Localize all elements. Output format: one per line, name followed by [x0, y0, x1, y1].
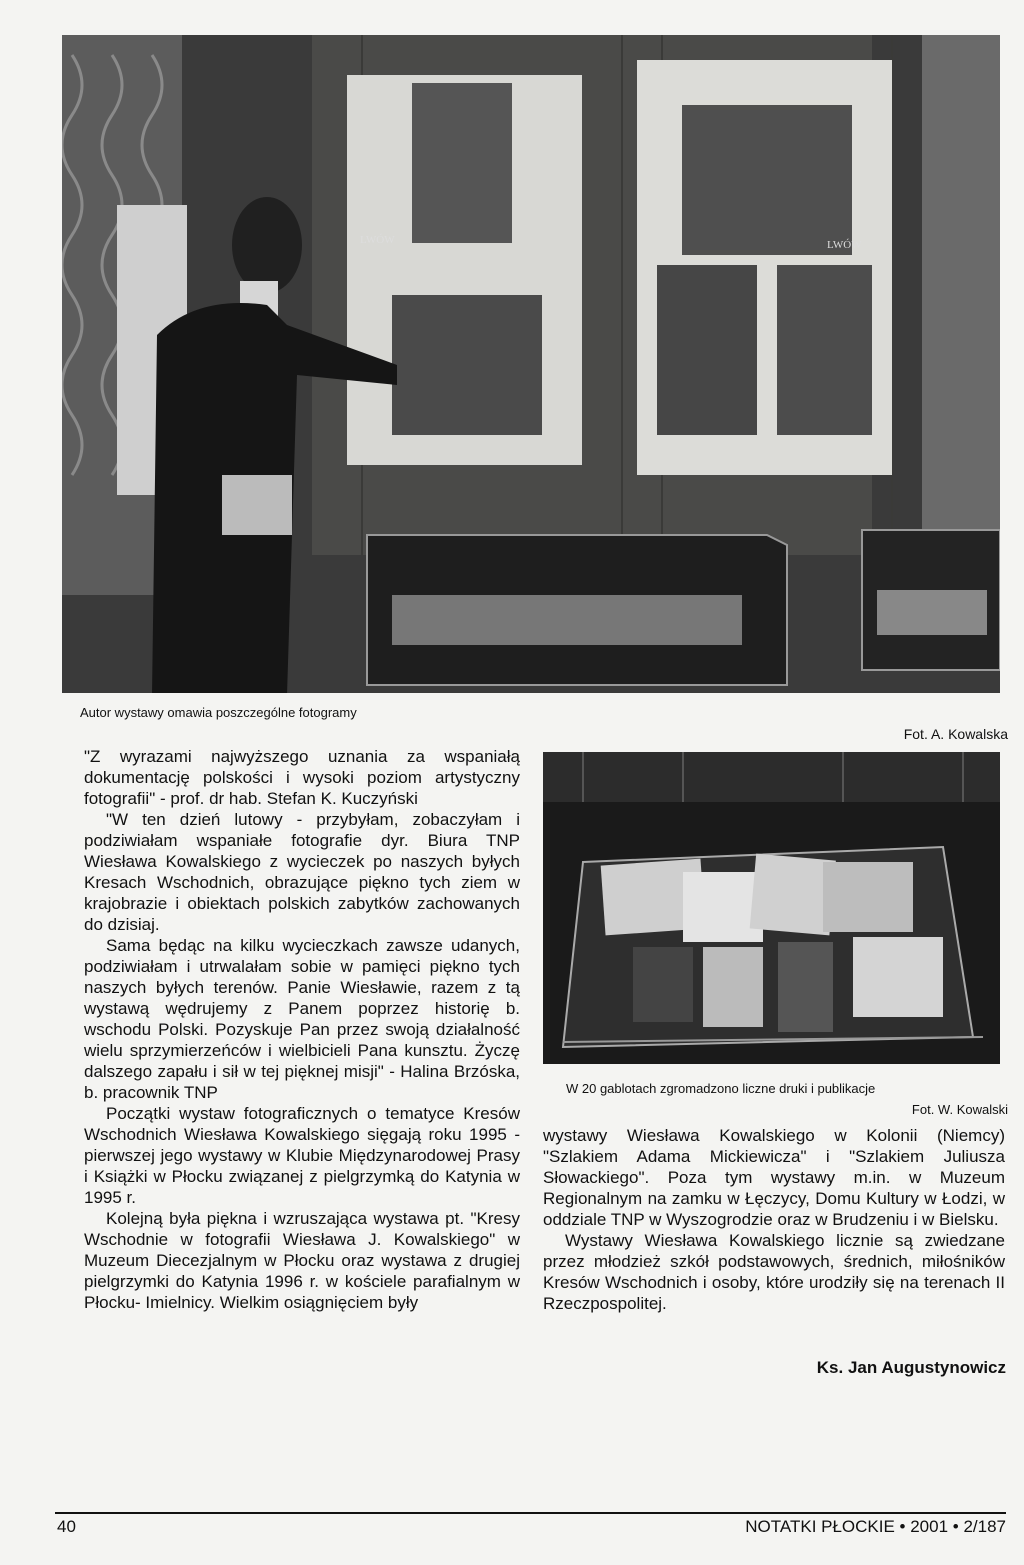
paragraph-exhibitions-list: wystawy Wiesława Kowalskiego w Kolonii (Niemcy) "Szlakiem Adama Mickiewicza" i "Szlakiem Juliusza Słowackiego". Poza tym wystawy m.in. w Muzeum Regionalnym na zamku w Łęczycy, Domu Kultury w Łodzi, w oddziale TNP w Wyszogrodzie oraz w Brudzeniu i w Bielsku.: [543, 1126, 1005, 1229]
photo2-credit: Fot. W. Kowalski: [911, 1102, 1008, 1117]
right-column: [543, 1125, 1005, 1314]
paragraph-quote-brzoska-2: Sama będąc na kilku wycieczkach zawsze udanych, podziwiałam i utrwalałam sobie w pamięci piękno tych naszych byłych terenów. Panie Wiesławie, razem z tą wystawą wędrujemy z Panem poprzez historię b. wschodu Polski. Pozyskuje Pan przez swoją działalność wielu sprzymierzeńców i wielbicieli Pana kunsztu. Życzę dalszego zapału i sił w tej pięknej misji" - Halina Brzóska, b. pracownik TNP: [84, 936, 520, 1102]
photo-label-lwow-2: LWÓW: [827, 239, 862, 251]
author-signature: Ks. Jan Augustynowicz: [816, 1358, 1006, 1377]
journal-footer: NOTATKI PŁOCKIE • 2001 • 2/187: [745, 1517, 1006, 1536]
photo1-credit: Fot. A. Kowalska: [903, 726, 1008, 742]
photo1-caption: Autor wystawy omawia poszczególne fotogramy: [80, 705, 357, 720]
page-number: 40: [57, 1517, 76, 1536]
exhibition-photo: [62, 35, 1000, 693]
photo2-caption: W 20 gablotach zgromadzono liczne druki i publikacje: [566, 1081, 876, 1096]
paragraph-quote-brzoska-1: "W ten dzień lutowy - przybyłam, zobaczyłam i podziwiałam wspaniałe fotografie dyr. Biura TNP Wiesława Kowalskiego z wycieczek po naszych byłych Kresach Wschodnich, obrazujące piękno tych ziem w krajobrazie i obiektach polskich zabytków zachowanych do dzisiaj.: [84, 810, 520, 934]
footer-rule: [55, 1512, 1006, 1514]
photo-label-lwow-1: LWÓW: [360, 234, 395, 246]
paragraph-visitors: Wystawy Wiesława Kowalskiego licznie są zwiedzane przez młodzież szkół podstawowych, średnich, miłośników Kresów Wschodnich i osoby, które urodziły się na terenach II Rzeczpospolitej.: [543, 1231, 1005, 1313]
paragraph-quote-kuczynski: "Z wyrazami najwyższego uznania za wspaniałą dokumentację polskości i wysoki poziom artystyczny fotografii" - prof. dr hab. Stefan K. Kuczyński: [84, 747, 520, 808]
left-column: [84, 746, 520, 1313]
paragraph-beginnings: Początki wystaw fotograficznych o tematyce Kresów Wschodnich Wiesława Kowalskiego sięgają roku 1995 - pierwszej jego wystawy w Klubie Międzynarodowej Prasy i Książki w Płocku związanej z pielgrzymką do Katynia w 1995 r.: [84, 1104, 520, 1207]
paragraph-next-exhibition: Kolejną była piękna i wzruszająca wystawa pt. "Kresy Wschodnie w fotografii Wiesława J. Kowalskiego" w Muzeum Diecezjalnym w Płocku oraz wystawa z drugiej pielgrzymki do Katynia 1996 r. w kościele parafialnym w Płocku- Imielnicy. Wielkim osiągnięciem były: [84, 1209, 520, 1312]
display-case-photo: [543, 752, 1000, 1064]
